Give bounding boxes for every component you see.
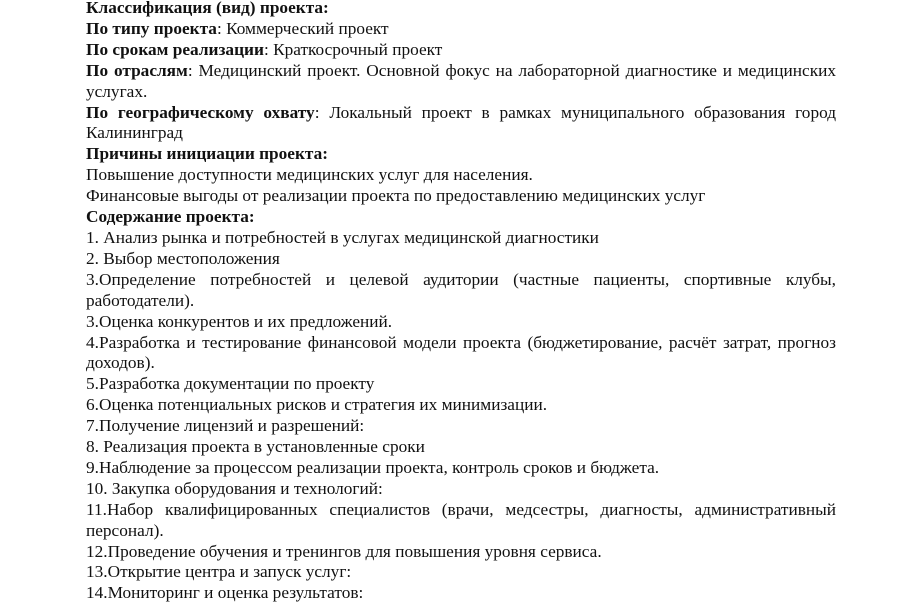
content-item: 5.Разработка документации по проекту	[86, 374, 375, 394]
classification-value: Краткосрочный проект	[273, 39, 443, 59]
separator: :	[263, 39, 274, 59]
content-item: 9.Наблюдение за процессом реализации проекта, контроль сроков и бюджета.	[86, 457, 660, 477]
document-page	[86, 0, 836, 604]
reasons-heading: Причины инициации проекта:	[86, 144, 329, 164]
content-item: 7.Получение лицензий и разрешений:	[86, 416, 365, 436]
classification-label: По срокам реализации	[86, 39, 264, 59]
content-item: 3.Оценка конкурентов и их предложений.	[86, 311, 393, 331]
classification-heading: Классификация (вид) проекта:	[86, 0, 329, 17]
content-item: 8. Реализация проекта в установленные сроки	[86, 437, 425, 457]
classification-label: По отраслям	[86, 60, 188, 80]
content-item: 13.Открытие центра и запуск услуг:	[86, 562, 352, 582]
content-item: 6.Оценка потенциальных рисков и стратегия их минимизации.	[86, 395, 548, 415]
classification-value: Медицинский проект. Основной фокус на лабораторной диагностике и медицинских услугах.	[86, 60, 836, 101]
classification-value: Коммерческий проект	[226, 18, 389, 38]
content-item: 2. Выбор местоположения	[86, 248, 280, 268]
content-item: 12.Проведение обучения и тренингов для повышения уровня сервиса.	[86, 541, 602, 561]
classification-value: Локальный проект в рамках муниципального образования город Калининград	[86, 102, 837, 143]
content-item: 11.Набор квалифицированных специалистов (врачи, медсестры, диагносты, административный персонал).	[86, 499, 836, 540]
separator: :	[314, 102, 330, 122]
content-item: 3.Определение потребностей и целевой аудитории (частные пациенты, спортивные клубы, работодатели).	[86, 269, 836, 310]
content-item: 10. Закупка оборудования и технологий:	[86, 478, 383, 498]
classification-item-industry	[86, 61, 836, 103]
content-item: 4.Разработка и тестирование финансовой модели проекта (бюджетирование, расчёт затрат, прогноз доходов).	[86, 332, 836, 373]
classification-item-term	[86, 40, 836, 61]
separator: :	[216, 18, 227, 38]
classification-label: По типу проекта	[86, 18, 217, 38]
content-heading: Содержание проекта:	[86, 207, 255, 227]
reason-item: Финансовые выгоды от реализации проекта по предоставлению медицинских услуг	[86, 186, 706, 206]
classification-label: По географическому охвату	[86, 102, 315, 122]
content-item: 14.Мониторинг и оценка результатов:	[86, 583, 364, 603]
classification-item-type	[86, 19, 836, 40]
reason-item: Повышение доступности медицинских услуг для населения.	[86, 165, 533, 185]
separator: :	[187, 60, 199, 80]
content-item: 1. Анализ рынка и потребностей в услугах медицинской диагностики	[86, 227, 599, 247]
classification-item-geography	[86, 103, 836, 145]
